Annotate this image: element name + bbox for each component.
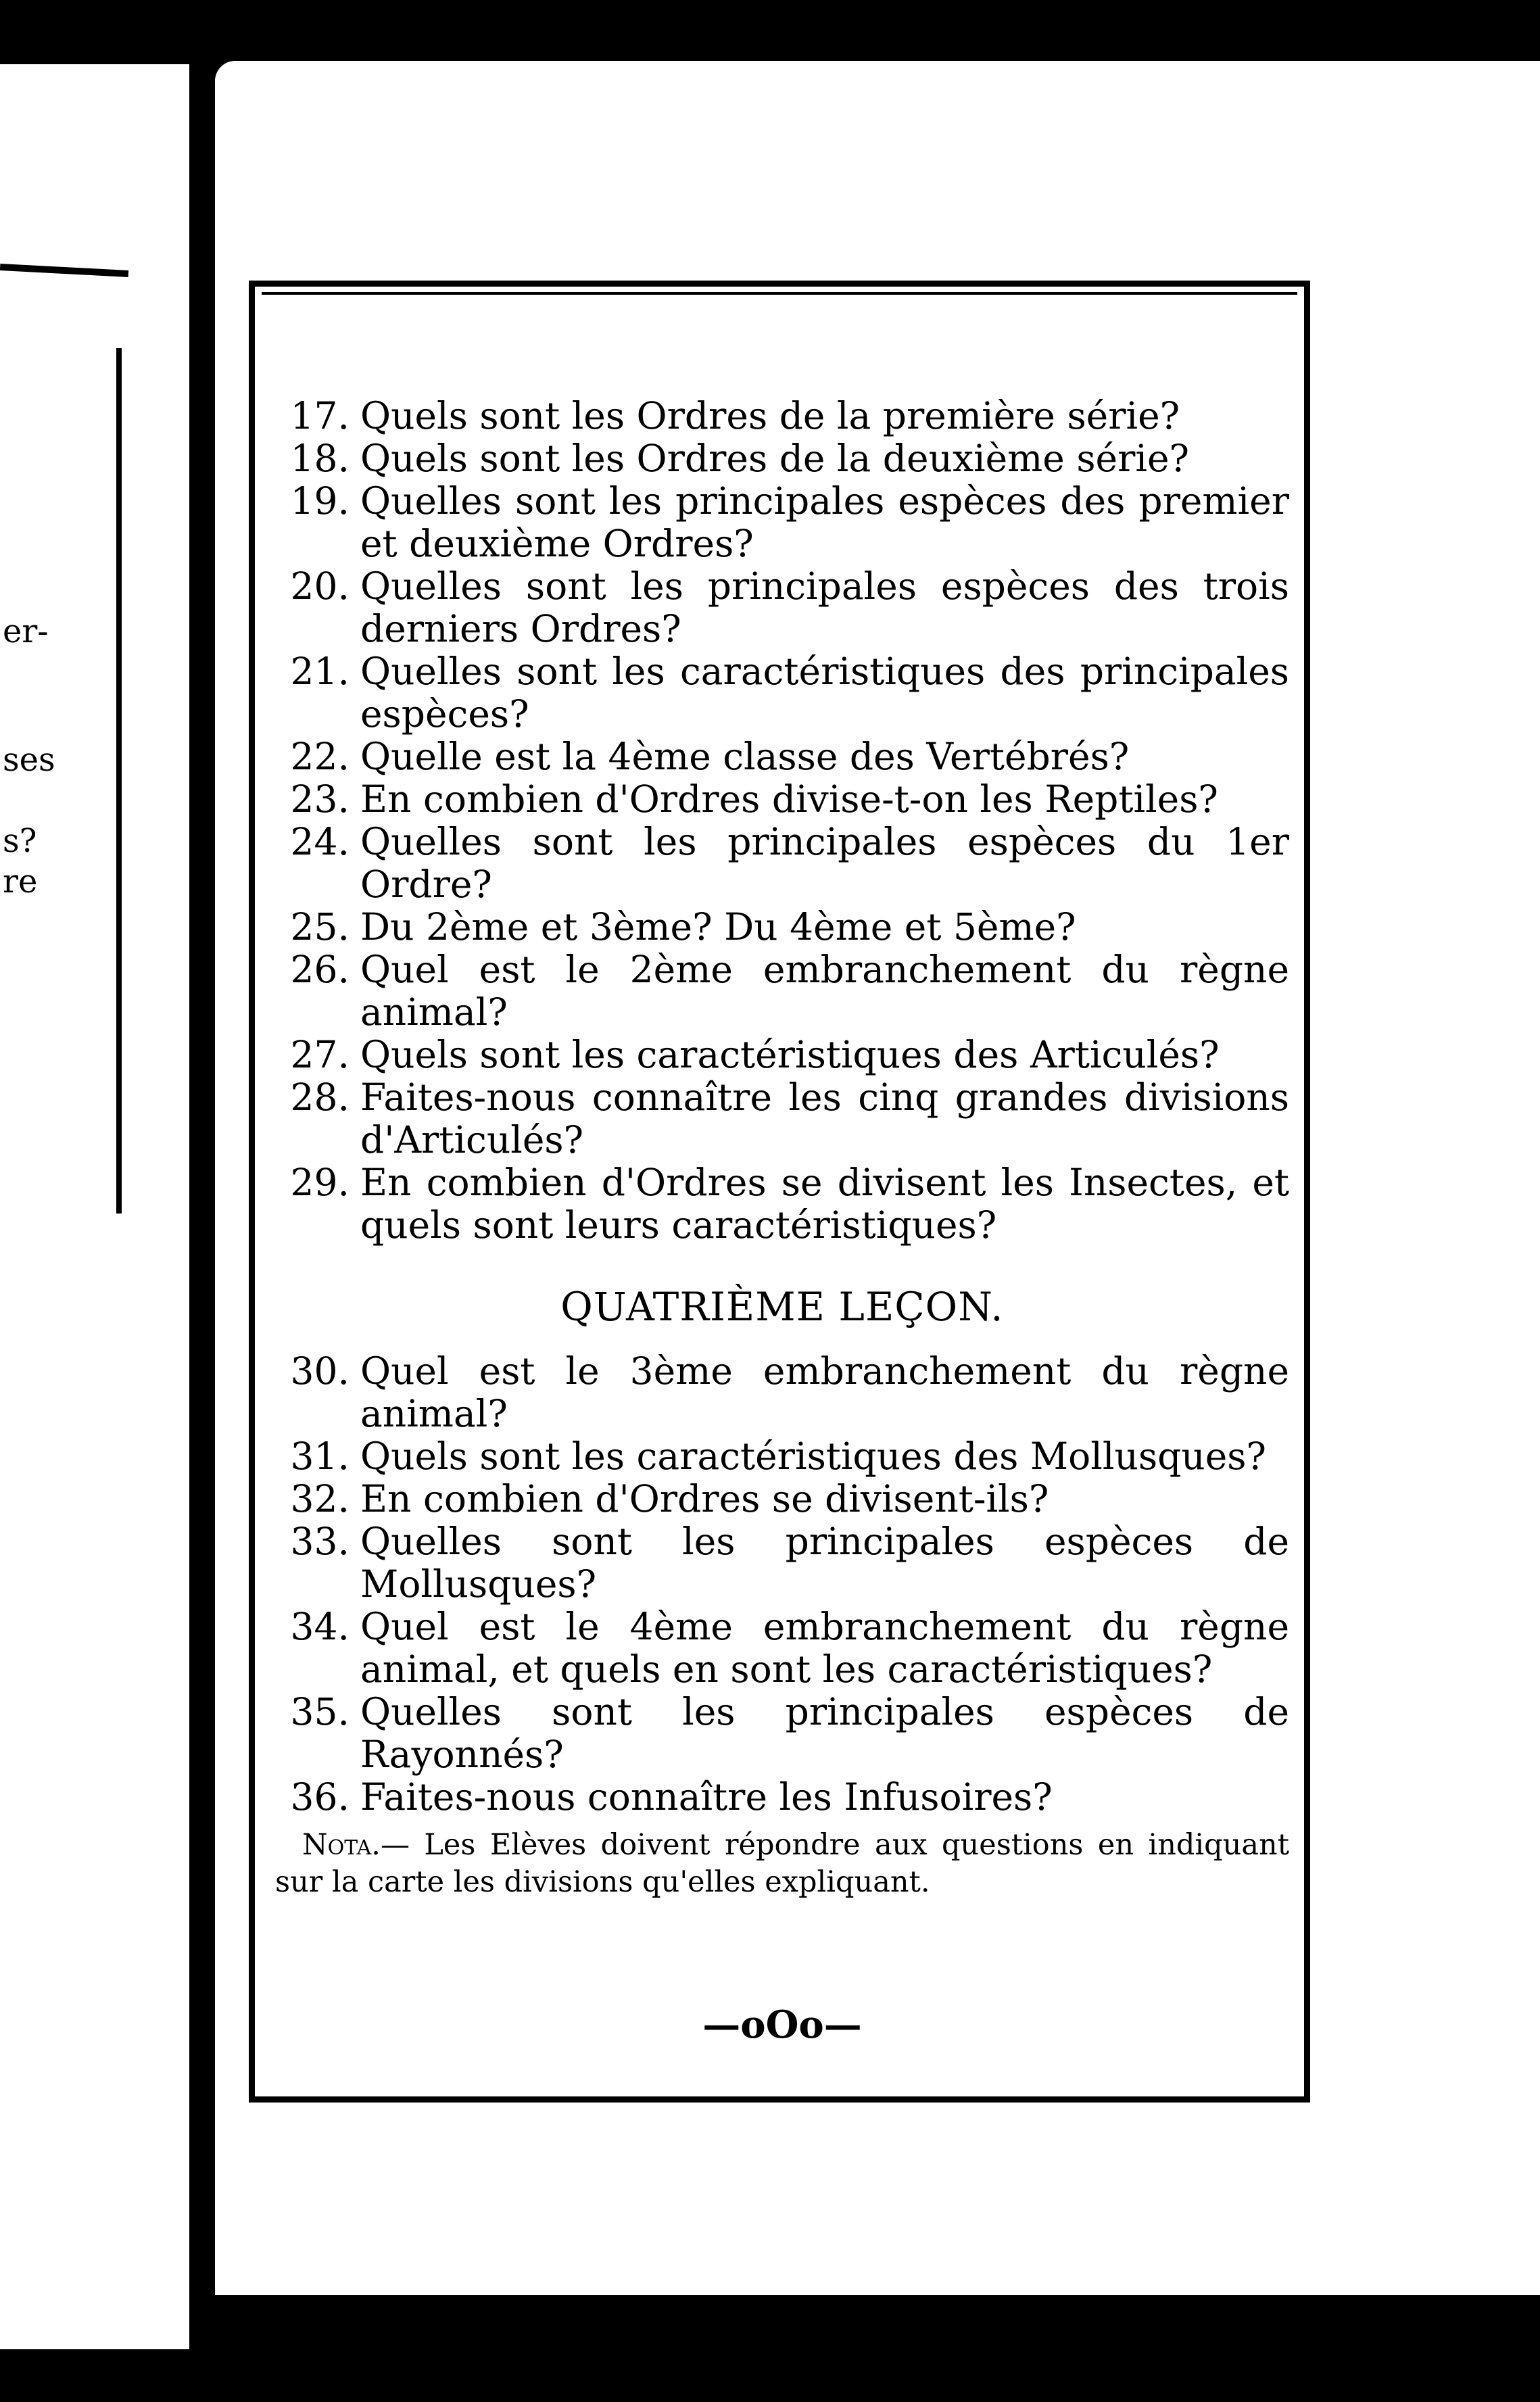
question-text: Faites-nous connaître les cinq grandes divisions d'Articulés? — [360, 1076, 1289, 1161]
question-item — [275, 437, 1289, 480]
question-item — [275, 948, 1289, 1034]
question-item — [275, 1350, 1289, 1435]
question-text: Quelles sont les principales espèces des premier et deuxième Ordres? — [360, 479, 1289, 565]
question-item — [275, 1034, 1289, 1076]
question-item — [275, 480, 1289, 565]
question-item — [275, 1606, 1289, 1691]
question-text: Quel est le 3ème embranchement du règne animal? — [360, 1349, 1289, 1435]
question-text: Quels sont les Ordres de la première série? — [360, 394, 1180, 437]
question-number: 24. — [290, 820, 350, 863]
question-item — [275, 1691, 1289, 1776]
question-item — [275, 650, 1289, 736]
left-page-rule — [0, 264, 128, 277]
book-page — [215, 61, 1540, 2349]
question-number: 17. — [290, 394, 350, 437]
page-bottom-edge — [215, 2295, 1540, 2349]
question-number: 33. — [290, 1520, 350, 1563]
note-text: — Les Elèves doivent répondre aux questions en indiquant sur la carte les divisions qu'elles expliquant. — [275, 1828, 1289, 1899]
question-number: 23. — [290, 777, 350, 821]
left-text-fragment: re — [3, 863, 38, 900]
question-text: Faites-nous connaître les Infusoires? — [360, 1775, 1053, 1819]
question-text: Quels sont les Ordres de la deuxième série? — [360, 437, 1190, 480]
question-item — [275, 1520, 1289, 1606]
question-text: Quelle est la 4ème classe des Vertébrés? — [360, 735, 1130, 778]
question-text: Quelles sont les principales espèces de Mollusques? — [360, 1520, 1289, 1606]
question-text: En combien d'Ordres divise-t-on les Reptiles? — [360, 777, 1218, 821]
question-item — [275, 1478, 1289, 1520]
question-item — [275, 1435, 1289, 1478]
question-number: 32. — [290, 1477, 350, 1520]
left-page-border — [116, 348, 122, 1214]
question-text: En combien d'Ordres se divisent les Insectes, et quels sont leurs caractéristiques? — [360, 1161, 1289, 1247]
question-text: En combien d'Ordres se divisent-ils? — [360, 1477, 1049, 1520]
question-text: Quel est le 4ème embranchement du règne animal, et quels en sont les caractéristiques? — [360, 1605, 1289, 1691]
question-number: 30. — [290, 1349, 350, 1393]
question-number: 27. — [290, 1033, 350, 1076]
question-item — [275, 1161, 1289, 1247]
question-number: 29. — [290, 1161, 350, 1204]
frame-top-rule — [262, 292, 1297, 295]
left-text-fragment: s? — [3, 822, 37, 860]
left-text-fragment: ses — [3, 741, 55, 779]
question-number: 34. — [290, 1605, 350, 1648]
question-number: 35. — [290, 1690, 350, 1733]
question-item — [275, 736, 1289, 778]
left-text-fragment: er- — [3, 612, 49, 650]
question-number: 18. — [290, 437, 350, 480]
question-number: 20. — [290, 565, 350, 608]
lesson-heading: QUATRIÈME LEÇON. — [560, 1284, 1004, 1330]
question-text: Quels sont les caractéristiques des Mollusques? — [360, 1435, 1266, 1478]
question-number: 28. — [290, 1076, 350, 1119]
note — [275, 1827, 1289, 1901]
question-number: 31. — [290, 1435, 350, 1478]
question-text: Quelles sont les caractéristiques des principales espèces? — [360, 650, 1289, 736]
question-text: Quelles sont les principales espèces du 1er Ordre? — [360, 820, 1289, 906]
left-page-fragment — [0, 64, 189, 2349]
question-text: Du 2ème et 3ème? Du 4ème et 5ème? — [360, 905, 1076, 948]
question-item — [275, 906, 1289, 948]
question-item — [275, 565, 1289, 650]
page-content — [275, 395, 1289, 2047]
question-item — [275, 1076, 1289, 1161]
question-item — [275, 821, 1289, 906]
note-lead: Nota. — [302, 1828, 381, 1862]
question-item — [275, 778, 1289, 821]
question-text: Quel est le 2ème embranchement du règne animal? — [360, 948, 1289, 1034]
question-number: 26. — [290, 948, 350, 991]
question-item — [275, 395, 1289, 437]
question-list-b — [275, 1350, 1289, 1819]
page-frame — [249, 281, 1310, 2103]
question-list-a — [275, 395, 1289, 1247]
question-text: Quelles sont les principales espèces de Rayonnés? — [360, 1690, 1289, 1776]
question-number: 25. — [290, 905, 350, 948]
question-number: 21. — [290, 650, 350, 693]
question-item — [275, 1776, 1289, 1819]
question-text: Quelles sont les principales espèces des trois derniers Ordres? — [360, 565, 1289, 650]
question-number: 22. — [290, 735, 350, 778]
question-number: 19. — [290, 479, 350, 523]
ornament: —oOo— — [702, 2002, 862, 2047]
question-number: 36. — [290, 1775, 350, 1819]
question-text: Quels sont les caractéristiques des Articulés? — [360, 1033, 1220, 1076]
